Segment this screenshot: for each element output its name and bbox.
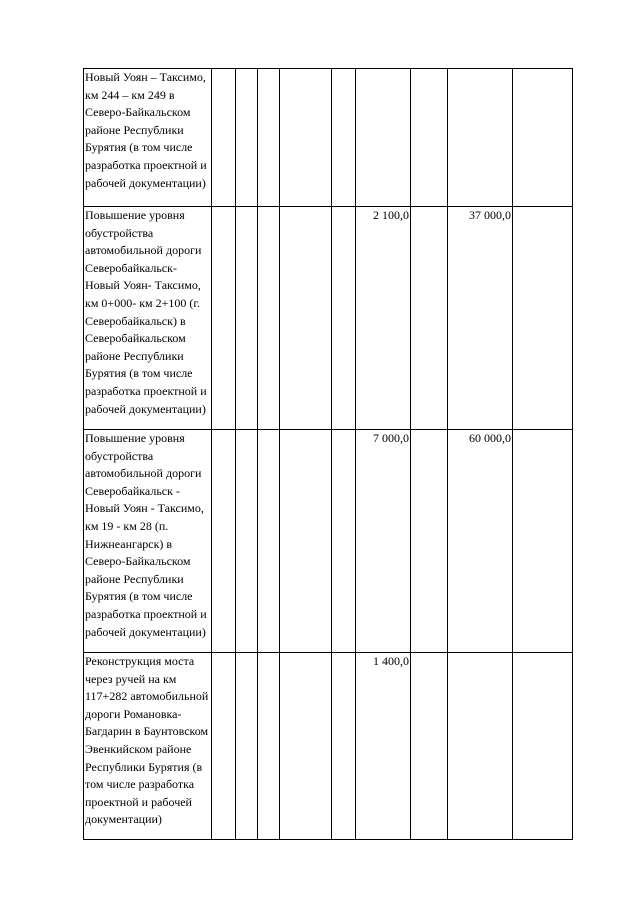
empty-cell xyxy=(280,207,332,430)
empty-cell xyxy=(212,207,236,430)
empty-cell xyxy=(411,207,448,430)
empty-cell xyxy=(280,69,332,207)
project-description-cell xyxy=(84,207,212,430)
amount-cell-a: 2 100,0 xyxy=(356,207,411,430)
empty-cell xyxy=(411,653,448,840)
table-row xyxy=(84,207,573,430)
empty-cell xyxy=(513,69,573,207)
empty-cell xyxy=(236,69,258,207)
project-description: Повышение уровня обустройства автомобильной дороги Северобайкальск-Новый Уоян- Таксимо, км 0+000- км 2+100 (г. Северобайкальск) в Северобайкальском районе Республики Бурятия (в том числе разработка проектной и рабочей документации) xyxy=(85,208,207,416)
project-description-cell xyxy=(84,430,212,653)
amount-cell-a xyxy=(356,69,411,207)
empty-cell xyxy=(236,207,258,430)
empty-cell xyxy=(280,653,332,840)
empty-cell xyxy=(236,653,258,840)
amount-cell-b: 60 000,0 xyxy=(448,430,513,653)
empty-cell xyxy=(513,653,573,840)
amount-cell-a: 1 400,0 xyxy=(356,653,411,840)
empty-cell xyxy=(280,430,332,653)
table-row xyxy=(84,430,573,653)
project-description-cell xyxy=(84,653,212,840)
project-description: Новый Уоян – Таксимо, км 244 – км 249 в Северо-Байкальском районе Республики Бурятия (в том числе разработка проектной и рабочей документации) xyxy=(85,70,207,190)
empty-cell xyxy=(332,430,356,653)
empty-cell xyxy=(332,653,356,840)
amount-cell-b: 37 000,0 xyxy=(448,207,513,430)
project-description: Повышение уровня обустройства автомобильной дороги Северобайкальск - Новый Уоян - Таксимо, км 19 - км 28 (п. Нижнеангарск) в Северо-Байкальском районе Республики Бурятия (в том числе разработка проектной и рабочей документации) xyxy=(85,431,207,639)
empty-cell xyxy=(258,430,280,653)
amount-cell-a: 7 000,0 xyxy=(356,430,411,653)
empty-cell xyxy=(258,207,280,430)
empty-cell xyxy=(236,430,258,653)
project-description: Реконструкция моста через ручей на км 117+282 автомобильной дороги Романовка-Багдарин в Баунтовском Эвенкийском районе Республики Бурятия (в том числе разработка проектной и рабочей документации) xyxy=(85,654,209,827)
empty-cell xyxy=(332,207,356,430)
empty-cell xyxy=(411,430,448,653)
empty-cell xyxy=(258,69,280,207)
empty-cell xyxy=(332,69,356,207)
empty-cell xyxy=(212,430,236,653)
empty-cell xyxy=(411,69,448,207)
project-description-cell xyxy=(84,69,212,207)
empty-cell xyxy=(212,653,236,840)
empty-cell xyxy=(258,653,280,840)
empty-cell xyxy=(212,69,236,207)
empty-cell xyxy=(513,430,573,653)
amount-cell-b xyxy=(448,69,513,207)
budget-table xyxy=(83,68,573,840)
amount-cell-b xyxy=(448,653,513,840)
table-row xyxy=(84,653,573,840)
empty-cell xyxy=(513,207,573,430)
table-row xyxy=(84,69,573,207)
